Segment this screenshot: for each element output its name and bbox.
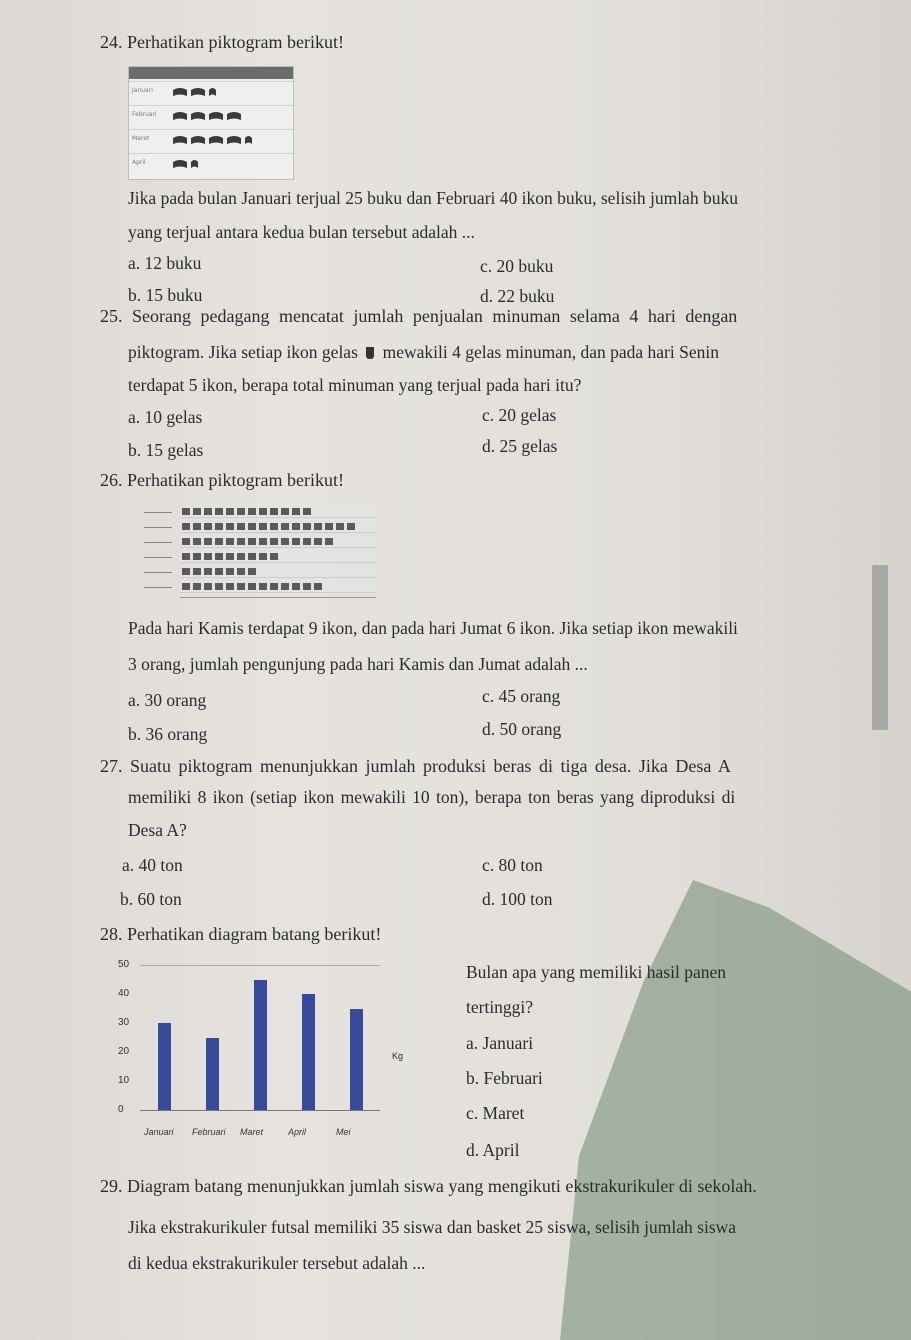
- person-icon: [182, 538, 190, 545]
- person-icon: [226, 538, 234, 545]
- person-icon: [347, 523, 355, 530]
- person-icon: [270, 553, 278, 560]
- q25-option-a[interactable]: a. 10 gelas: [128, 407, 203, 427]
- pictogram-row-label: Januari: [132, 87, 153, 94]
- q24-option-d[interactable]: d. 22 buku: [480, 286, 555, 306]
- person-icon: [292, 523, 300, 530]
- pictogram-row: [180, 506, 376, 518]
- person-icon: [325, 523, 333, 530]
- q24-text-2: yang terjual antara kedua bulan tersebut adalah ...: [128, 222, 475, 242]
- book-icon: [209, 133, 223, 145]
- person-icon: [248, 583, 256, 590]
- person-icon: [204, 583, 212, 590]
- q24-text-1: Jika pada bulan Januari terjual 25 buku dan Februari 40 ikon buku, selisih jumlah buku: [128, 188, 738, 208]
- q26-option-c[interactable]: c. 45 orang: [482, 686, 561, 706]
- q25-line-2: [128, 342, 719, 362]
- person-icon: [292, 538, 300, 545]
- pictogram-row-label: [144, 572, 172, 573]
- person-icon: [303, 538, 311, 545]
- person-icon: [281, 508, 289, 515]
- person-icon: [193, 538, 201, 545]
- pictogram-row-label: [144, 512, 172, 513]
- y-tick-label: 0: [118, 1104, 124, 1115]
- y-tick-label: 50: [118, 959, 130, 970]
- pictogram-header: [129, 67, 293, 79]
- person-icon: [204, 568, 212, 575]
- person-icon: [237, 583, 245, 590]
- q25-line-1: 25. Seorang pedagang mencatat jumlah penjualan minuman selama 4 hari dengan: [100, 306, 738, 326]
- q26-option-b[interactable]: b. 36 orang: [128, 724, 208, 744]
- pictogram-row: [180, 536, 376, 548]
- q28-title: 28. Perhatikan diagram batang berikut!: [100, 924, 382, 944]
- person-icon: [248, 568, 256, 575]
- person-icon: [237, 568, 245, 575]
- pictogram-row-label: [144, 587, 172, 588]
- person-icon: [226, 553, 234, 560]
- q24-option-a[interactable]: a. 12 buku: [128, 253, 202, 273]
- pictogram-row-label: Maret: [132, 135, 150, 142]
- x-tick-label: Mei: [336, 1127, 351, 1137]
- book-icon: [227, 133, 241, 145]
- book-icon: [191, 85, 205, 97]
- person-icon: [193, 508, 201, 515]
- person-icon: [336, 523, 344, 530]
- person-icon: [270, 508, 278, 515]
- q27-line-3: Desa A?: [128, 820, 187, 840]
- bar: [254, 980, 267, 1111]
- q25-option-c[interactable]: c. 20 gelas: [482, 405, 557, 425]
- pictogram-row: [129, 81, 293, 102]
- pictogram-row-label: Februari: [132, 111, 157, 118]
- page-edge-mark: [872, 565, 888, 730]
- pictogram-row-label: [144, 527, 172, 528]
- person-icon: [314, 583, 322, 590]
- q26-option-d[interactable]: d. 50 orang: [482, 719, 562, 739]
- person-icon: [281, 583, 289, 590]
- person-icon: [193, 553, 201, 560]
- person-icon: [270, 538, 278, 545]
- person-icon: [215, 508, 223, 515]
- book-icon: [173, 85, 187, 97]
- person-icon: [215, 538, 223, 545]
- q25-line-2a: piktogram. Jika setiap ikon gelas: [128, 342, 358, 362]
- q26-text-1: Pada hari Kamis terdapat 9 ikon, dan pada hari Jumat 6 ikon. Jika setiap ikon mewakili: [128, 618, 738, 638]
- book-icon: [209, 109, 223, 121]
- q29-line-1: 29. Diagram batang menunjukkan jumlah siswa yang mengikuti ekstrakurikuler di sekolah.: [100, 1176, 757, 1196]
- book-icon: [173, 133, 187, 145]
- q27-line-1: 27. Suatu piktogram menunjukkan jumlah produksi beras di tiga desa. Jika Desa A: [100, 756, 731, 776]
- bar: [158, 1023, 171, 1110]
- x-tick-label: Maret: [240, 1127, 264, 1137]
- photo-shadow: [560, 880, 911, 1340]
- person-icon: [237, 538, 245, 545]
- person-icon: [204, 508, 212, 515]
- pictogram-row: [129, 129, 293, 150]
- person-icon: [248, 523, 256, 530]
- q28-bar-chart: [110, 955, 440, 1155]
- q28-option-a[interactable]: a. Januari: [466, 1033, 534, 1053]
- pictogram-row: [180, 551, 376, 563]
- book-icon: [173, 109, 187, 121]
- q25-option-b[interactable]: b. 15 gelas: [128, 440, 204, 460]
- q24-option-c[interactable]: c. 20 buku: [480, 256, 554, 276]
- pictogram-row: [180, 581, 376, 593]
- person-icon: [226, 583, 234, 590]
- q27-line-2: memiliki 8 ikon (setiap ikon mewakili 10 ton), berapa ton beras yang diproduksi di: [128, 787, 736, 807]
- person-icon: [303, 523, 311, 530]
- person-icon: [182, 583, 190, 590]
- chart-baseline: [140, 1110, 380, 1111]
- q24-option-b[interactable]: b. 15 buku: [128, 285, 203, 305]
- person-icon: [237, 553, 245, 560]
- person-icon: [182, 568, 190, 575]
- q25-line-2b: mewakili 4 gelas minuman, dan pada hari Senin: [382, 342, 719, 362]
- pictogram-row-label: April: [132, 159, 146, 166]
- q28-option-b[interactable]: b. Februari: [466, 1068, 543, 1088]
- q25-option-d[interactable]: d. 25 gelas: [482, 436, 558, 456]
- book-icon: [245, 133, 259, 145]
- pictogram-row: [180, 566, 376, 578]
- x-tick-label: Februari: [192, 1127, 226, 1137]
- person-icon: [270, 523, 278, 530]
- person-icon: [270, 583, 278, 590]
- person-icon: [259, 583, 267, 590]
- q26-title: 26. Perhatikan piktogram berikut!: [100, 470, 344, 490]
- q28-question-1: Bulan apa yang memiliki hasil panen: [466, 962, 727, 982]
- person-icon: [204, 553, 212, 560]
- person-icon: [259, 538, 267, 545]
- q28-question-2: tertinggi?: [466, 997, 534, 1017]
- person-icon: [237, 508, 245, 515]
- pictogram-row: [129, 153, 293, 174]
- pictogram-row: [180, 521, 376, 533]
- pictogram-row-label: [144, 557, 172, 558]
- person-icon: [248, 538, 256, 545]
- person-icon: [325, 538, 333, 545]
- person-icon: [215, 583, 223, 590]
- person-icon: [215, 553, 223, 560]
- person-icon: [303, 508, 311, 515]
- chart-legend: Kg: [392, 1051, 404, 1061]
- person-icon: [215, 568, 223, 575]
- person-icon: [182, 553, 190, 560]
- person-icon: [303, 583, 311, 590]
- x-tick-label: Januari: [144, 1127, 174, 1137]
- book-icon: [191, 133, 205, 145]
- pictogram-row: [129, 105, 293, 126]
- q29-line-3: di kedua ekstrakurikuler tersebut adalah ...: [128, 1253, 426, 1273]
- person-icon: [182, 508, 190, 515]
- q29-line-2: Jika ekstrakurikuler futsal memiliki 35 siswa dan basket 25 siswa, selisih jumlah siswa: [128, 1217, 737, 1237]
- person-icon: [226, 508, 234, 515]
- book-icon: [191, 157, 205, 169]
- person-icon: [314, 523, 322, 530]
- book-icon: [209, 85, 223, 97]
- bar: [350, 1009, 363, 1111]
- x-tick-label: April: [288, 1127, 307, 1137]
- book-icon: [227, 109, 241, 121]
- person-icon: [259, 508, 267, 515]
- person-icon: [193, 523, 201, 530]
- y-tick-label: 30: [118, 1017, 130, 1028]
- q26-pictogram: [144, 504, 376, 602]
- book-icon: [173, 157, 187, 169]
- person-icon: [292, 508, 300, 515]
- bar: [206, 1038, 219, 1111]
- person-icon: [259, 523, 267, 530]
- q27-option-a[interactable]: a. 40 ton: [122, 855, 183, 875]
- y-tick-label: 20: [118, 1046, 130, 1057]
- bar: [302, 994, 315, 1110]
- q24-pictogram: [128, 66, 294, 180]
- glass-icon: [366, 347, 374, 359]
- person-icon: [292, 583, 300, 590]
- q27-option-b[interactable]: b. 60 ton: [120, 889, 182, 909]
- q24-title: 24. Perhatikan piktogram berikut!: [100, 32, 344, 52]
- person-icon: [226, 523, 234, 530]
- person-icon: [248, 553, 256, 560]
- person-icon: [248, 508, 256, 515]
- y-tick-label: 10: [118, 1075, 130, 1086]
- person-icon: [237, 523, 245, 530]
- q27-option-c[interactable]: c. 80 ton: [482, 855, 543, 875]
- person-icon: [193, 583, 201, 590]
- person-icon: [193, 568, 201, 575]
- chart-top-line: [140, 965, 380, 966]
- person-icon: [281, 523, 289, 530]
- person-icon: [314, 538, 322, 545]
- person-icon: [204, 523, 212, 530]
- pictogram-row-label: [144, 542, 172, 543]
- person-icon: [182, 523, 190, 530]
- person-icon: [215, 523, 223, 530]
- person-icon: [226, 568, 234, 575]
- q28-option-c[interactable]: c. Maret: [466, 1103, 525, 1123]
- pictogram-axis: [180, 597, 376, 598]
- person-icon: [204, 538, 212, 545]
- person-icon: [259, 553, 267, 560]
- book-icon: [191, 109, 205, 121]
- q26-text-2: 3 orang, jumlah pengunjung pada hari Kamis dan Jumat adalah ...: [128, 654, 588, 674]
- q27-option-d[interactable]: d. 100 ton: [482, 889, 553, 909]
- q28-option-d[interactable]: d. April: [466, 1140, 520, 1160]
- y-tick-label: 40: [118, 988, 130, 999]
- q25-line-3: terdapat 5 ikon, berapa total minuman yang terjual pada hari itu?: [128, 375, 582, 395]
- q26-option-a[interactable]: a. 30 orang: [128, 690, 207, 710]
- person-icon: [281, 538, 289, 545]
